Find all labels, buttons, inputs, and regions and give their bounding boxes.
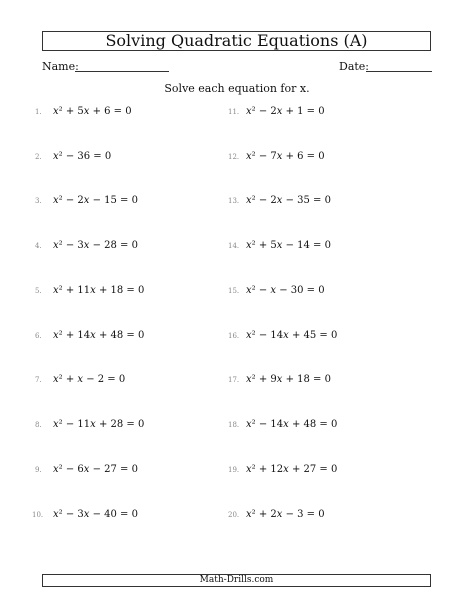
problem-equation: x² − 11x + 28 = 0	[53, 419, 145, 430]
problem-equation: x² − 14x + 48 = 0	[246, 419, 338, 430]
problem-number: 12.	[228, 153, 240, 161]
problem-number: 4.	[35, 242, 42, 250]
problem-equation: x² − 6x − 27 = 0	[53, 464, 138, 475]
date-blank-line	[366, 71, 432, 72]
problem-number: 16.	[228, 332, 240, 340]
problem-equation: x² − 2x + 1 = 0	[246, 106, 325, 117]
problem-number: 15.	[228, 287, 240, 295]
problem-equation: x² + 14x + 48 = 0	[53, 330, 145, 341]
problem-number: 14.	[228, 242, 240, 250]
instructions: Solve each equation for x.	[164, 82, 310, 95]
problem-equation: x² + 11x + 18 = 0	[53, 285, 145, 296]
problem-number: 5.	[35, 287, 42, 295]
problem-equation: x² − 2x − 35 = 0	[246, 195, 331, 206]
problem-number: 6.	[35, 332, 42, 340]
problem-equation: x² − 36 = 0	[53, 151, 112, 162]
site-footer: Math-Drills.com	[42, 574, 431, 587]
problem-equation: x² + 5x + 6 = 0	[53, 106, 132, 117]
worksheet-title: Solving Quadratic Equations (A)	[42, 31, 431, 51]
problem-number: 10.	[32, 511, 44, 519]
problem-equation: x² + 2x − 3 = 0	[246, 509, 325, 520]
problem-equation: x² + x − 2 = 0	[53, 374, 126, 385]
problem-number: 13.	[228, 197, 240, 205]
problem-equation: x² + 9x + 18 = 0	[246, 374, 331, 385]
name-label: Name:	[42, 60, 79, 73]
date-label: Date:	[339, 60, 370, 73]
problem-equation: x² − 14x + 45 = 0	[246, 330, 338, 341]
problem-number: 19.	[228, 466, 240, 474]
problem-number: 7.	[35, 376, 42, 384]
problem-number: 8.	[35, 421, 42, 429]
problem-number: 11.	[228, 108, 240, 116]
problem-equation: x² + 5x − 14 = 0	[246, 240, 331, 251]
problem-number: 17.	[228, 376, 240, 384]
problem-number: 9.	[35, 466, 42, 474]
problem-number: 2.	[35, 153, 42, 161]
problem-number: 20.	[228, 511, 240, 519]
problem-equation: x² − 2x − 15 = 0	[53, 195, 138, 206]
problem-equation: x² + 12x + 27 = 0	[246, 464, 338, 475]
problem-equation: x² − 7x + 6 = 0	[246, 151, 325, 162]
problem-equation: x² − x − 30 = 0	[246, 285, 325, 296]
name-blank-line	[75, 71, 169, 72]
problem-number: 18.	[228, 421, 240, 429]
problem-number: 3.	[35, 197, 42, 205]
problem-number: 1.	[35, 108, 42, 116]
problem-equation: x² − 3x − 40 = 0	[53, 509, 138, 520]
problem-equation: x² − 3x − 28 = 0	[53, 240, 138, 251]
